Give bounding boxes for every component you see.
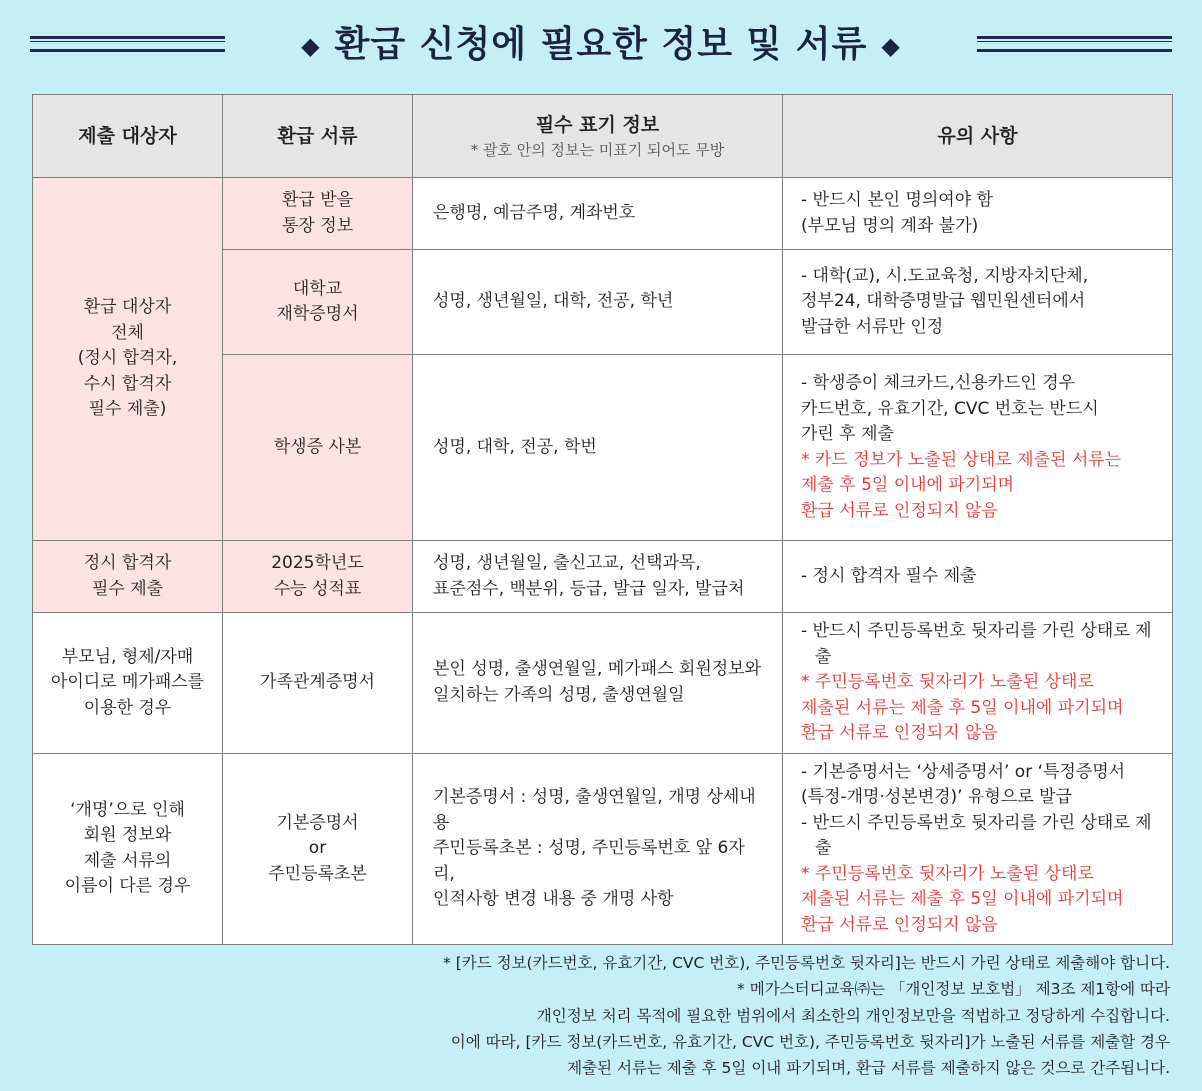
- title-bar: [0, 0, 1202, 90]
- cell-line: 인적사항 변경 내용 중 개명 사항: [433, 889, 674, 909]
- note-line: - 정시 합격자 필수 제출: [801, 565, 977, 586]
- info-cell: [413, 541, 783, 613]
- cell-line: or: [308, 838, 327, 858]
- table-row: [33, 541, 1173, 613]
- cell-line: 정시 합격자: [83, 553, 172, 573]
- footnote-line: 개인정보 처리 목적에 필요한 범위에서 최소한의 개인정보만을 적법하고 정당하게 수집합니다.: [536, 1006, 1170, 1025]
- cell-line: 아이디로 메가패스를: [50, 672, 205, 692]
- warning-note-line: * 주민등록번호 뒷자리가 노출된 상태로: [801, 672, 1094, 692]
- cell-line: 이름이 다른 경우: [64, 876, 191, 897]
- footnotes: [270, 950, 1170, 1082]
- header-docs: 환급 서류: [223, 95, 413, 178]
- cell-line: 전체: [111, 322, 144, 343]
- cell-line: 성명, 생년월일, 대학, 전공, 학년: [433, 291, 674, 312]
- note-cell: [783, 753, 1173, 945]
- warning-note-line: * 주민등록번호 뒷자리가 노출된 상태로: [801, 863, 1094, 884]
- cell-line: 필수 제출): [88, 399, 167, 420]
- diamond-icon: ◆: [881, 31, 901, 60]
- footnote-line: * 메가스터디교육㈜는 「개인정보 보호법」 제3조 제1항에 따라: [737, 980, 1170, 999]
- warning-note-line: 제출된 서류는 제출 후 5일 이내에 파기되며: [801, 697, 1124, 718]
- footnote-line: 이에 따라, [카드 정보(카드번호, 유효기간, CVC 번호), 주민등록번호 뒷자리]가 노출된 서류를 제출할 경우: [450, 1033, 1170, 1052]
- cell-line: 재학증명서: [276, 304, 359, 324]
- table-row: [33, 753, 1173, 945]
- info-cell: [413, 178, 783, 250]
- note-line: - 학생증이 체크카드,신용카드인 경우: [801, 373, 1076, 393]
- note-line: - 반드시 주민등록번호 뒷자리를 가린 상태로 제출: [801, 621, 1152, 667]
- page-title: [287, 16, 915, 67]
- note-line: (부모님 명의 계좌 불가): [801, 215, 979, 236]
- cell-line: 일치하는 가족의 성명, 출생연월일: [433, 684, 685, 705]
- target-cell: [33, 753, 223, 945]
- table-header-row: [33, 95, 1173, 178]
- cell-line: 제출 서류의: [83, 850, 172, 871]
- header-info-sub: * 괄호 안의 정보는 미표기 되어도 무방: [470, 141, 725, 159]
- note-cell: [783, 355, 1173, 541]
- cell-line: 수능 성적표: [273, 578, 362, 599]
- info-cell: [413, 613, 783, 754]
- doc-cell: [223, 613, 413, 754]
- warning-note-line: 환급 서류로 인정되지 않음: [801, 723, 998, 743]
- note-line: - 반드시 본인 명의여야 함: [801, 190, 993, 210]
- header-target: 제출 대상자: [33, 95, 223, 178]
- title-decoration-right: [977, 36, 1172, 52]
- note-line: 가린 후 제출: [801, 424, 894, 444]
- page-title-text: 환급 신청에 필요한 정보 및 서류: [334, 23, 868, 65]
- header-info: [413, 95, 783, 178]
- cell-line: 가족관계증명서: [260, 672, 375, 692]
- cell-line: 주민등록초본 : 성명, 주민등록번호 앞 6자리,: [433, 838, 745, 884]
- cell-line: 기본증명서 : 성명, 출생연월일, 개명 상세내용: [433, 787, 756, 833]
- info-cell: [413, 250, 783, 355]
- doc-cell: [223, 541, 413, 613]
- cell-line: 환급 받을: [281, 190, 354, 210]
- cell-line: 이용한 경우: [83, 697, 172, 718]
- cell-line: 본인 성명, 출생연월일, 메가패스 회원정보와: [433, 659, 762, 680]
- cell-line: 표준점수, 백분위, 등급, 발급 일자, 발급처: [433, 578, 745, 599]
- note-cell: [783, 541, 1173, 613]
- doc-cell: [223, 355, 413, 541]
- cell-line: 기본증명서: [276, 812, 359, 833]
- cell-line: ‘개명’으로 인해: [70, 799, 185, 820]
- doc-cell: [223, 250, 413, 355]
- note-cell: [783, 250, 1173, 355]
- doc-cell: [223, 178, 413, 250]
- footnote-line: 제출된 서류는 제출 후 5일 이내 파기되며, 환급 서류를 제출하지 않은 것으로 간주됩니다.: [567, 1059, 1170, 1078]
- cell-line: 성명, 대학, 전공, 학번: [433, 436, 597, 457]
- title-decoration-left: [30, 36, 225, 52]
- table-row: [33, 178, 1173, 250]
- cell-line: 환급 대상자: [83, 297, 172, 318]
- note-line: 발급한 서류만 인정: [801, 316, 944, 337]
- header-info-title: 필수 표기 정보: [535, 113, 660, 136]
- header-note: 유의 사항: [783, 95, 1173, 178]
- note-line: 정부24, 대학증명발급 웹민원센터에서: [801, 291, 1086, 312]
- warning-note-line: 환급 서류로 인정되지 않음: [801, 914, 998, 935]
- note-line: 카드번호, 유효기간, CVC 번호는 반드시: [801, 398, 1099, 419]
- info-cell: [413, 753, 783, 945]
- cell-line: 필수 제출: [91, 578, 164, 599]
- info-cell: [413, 355, 783, 541]
- warning-note-line: * 카드 정보가 노출된 상태로 제출된 서류는: [801, 449, 1122, 470]
- note-line: - 기본증명서는 ‘상세증명서’ or ‘특정증명서: [801, 761, 1126, 782]
- cell-line: 주민등록초본: [268, 863, 367, 884]
- cell-line: 수시 합격자: [83, 373, 172, 394]
- target-cell: [33, 613, 223, 754]
- cell-line: 부모님, 형제/자매: [61, 646, 194, 667]
- cell-line: (정시 합격자,: [77, 348, 178, 369]
- note-cell: [783, 178, 1173, 250]
- doc-cell: [223, 753, 413, 945]
- target-cell: [33, 178, 223, 541]
- note-line: - 대학(교), 시.도교육청, 지방자치단체,: [801, 265, 1089, 286]
- diamond-icon: ◆: [301, 31, 321, 60]
- warning-note-line: 제출된 서류는 제출 후 5일 이내에 파기되며: [801, 889, 1124, 909]
- refund-documents-table: [32, 94, 1173, 945]
- warning-note-line: 제출 후 5일 이내에 파기되며: [801, 475, 1015, 495]
- cell-line: 2025학년도: [271, 553, 364, 573]
- cell-line: 학생증 사본: [273, 436, 362, 457]
- target-cell: [33, 541, 223, 613]
- footnote-line: * [카드 정보(카드번호, 유효기간, CVC 번호), 주민등록번호 뒷자리]는 반드시 가린 상태로 제출해야 합니다.: [443, 954, 1170, 972]
- cell-line: 대학교: [292, 278, 343, 299]
- note-line: - 반드시 주민등록번호 뒷자리를 가린 상태로 제출: [801, 812, 1152, 858]
- note-cell: [783, 613, 1173, 754]
- cell-line: 통장 정보: [281, 215, 354, 236]
- cell-line: 은행명, 예금주명, 계좌번호: [433, 202, 636, 223]
- warning-note-line: 환급 서류로 인정되지 않음: [801, 500, 998, 521]
- cell-line: 회원 정보와: [83, 825, 172, 846]
- table-row: [33, 613, 1173, 754]
- note-line: (특정-개명·성본변경)’ 유형으로 발급: [801, 787, 1072, 807]
- cell-line: 성명, 생년월일, 출신고교, 선택과목,: [433, 553, 701, 573]
